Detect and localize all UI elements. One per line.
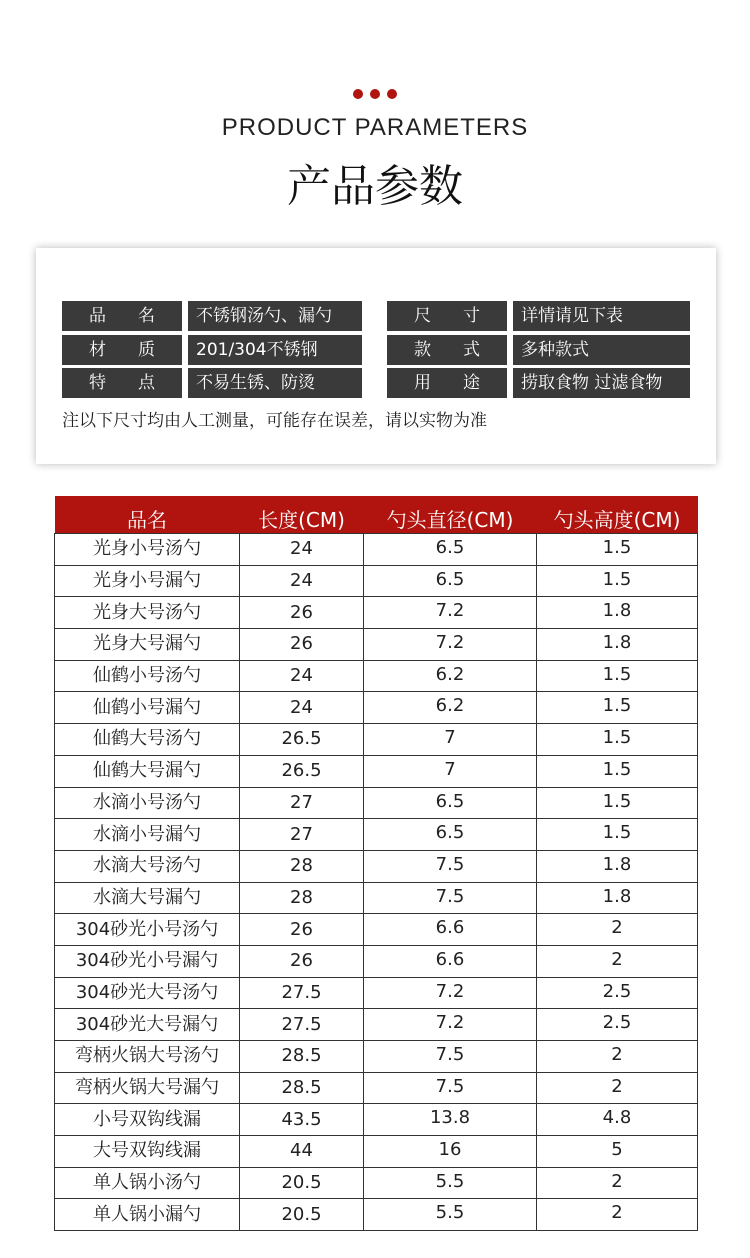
cell-height: 2 (537, 1072, 698, 1104)
table-row (55, 977, 698, 1009)
cell-diameter: 7.5 (364, 1041, 537, 1073)
cell-length: 27.5 (240, 1009, 364, 1041)
section-title-cn: 产品参数 (287, 161, 463, 212)
cell-length: 24 (240, 692, 364, 724)
cell-length: 27.5 (240, 977, 364, 1009)
cell-name: 弯柄火锅大号汤勺 (55, 1041, 240, 1073)
cell-height: 1.5 (537, 692, 698, 724)
cell-name: 水滴大号汤勺 (55, 850, 240, 882)
table-row (55, 850, 698, 882)
param-value: 201/304不锈钢 (188, 335, 362, 365)
dot-icon (370, 89, 380, 99)
cell-length: 27 (240, 787, 364, 819)
cell-name: 304砂光大号漏勺 (55, 1009, 240, 1041)
param-label: 品 名 (62, 301, 182, 331)
table-row (55, 914, 698, 946)
cell-name: 水滴大号漏勺 (55, 882, 240, 914)
cell-diameter: 7.2 (364, 1009, 537, 1041)
cell-name: 单人锅小漏勺 (55, 1199, 240, 1231)
cell-diameter: 7 (364, 724, 537, 756)
cell-height: 1.8 (537, 882, 698, 914)
cell-diameter: 6.6 (364, 914, 537, 946)
cell-length: 28.5 (240, 1072, 364, 1104)
table-row (55, 1041, 698, 1073)
cell-name: 光身大号汤勺 (55, 597, 240, 629)
table-row (55, 1009, 698, 1041)
dot-icon (353, 89, 363, 99)
cell-length: 27 (240, 819, 364, 851)
param-value: 详情请见下表 (513, 301, 690, 331)
param-label: 材 质 (62, 335, 182, 365)
table-row (55, 787, 698, 819)
cell-length: 28.5 (240, 1041, 364, 1073)
cell-length: 24 (240, 660, 364, 692)
cell-diameter: 7.5 (364, 882, 537, 914)
cell-diameter: 7 (364, 755, 537, 787)
table-row (55, 755, 698, 787)
cell-name: 小号双钩线漏 (55, 1104, 240, 1136)
cell-name: 光身大号漏勺 (55, 629, 240, 661)
cell-diameter: 6.2 (364, 692, 537, 724)
table-row (55, 1199, 698, 1231)
cell-length: 43.5 (240, 1104, 364, 1136)
param-label: 用 途 (387, 368, 507, 398)
table-row (55, 1167, 698, 1199)
cell-diameter: 7.2 (364, 629, 537, 661)
table-row (55, 1072, 698, 1104)
cell-length: 28 (240, 882, 364, 914)
table-row (55, 724, 698, 756)
cell-name: 弯柄火锅大号漏勺 (55, 1072, 240, 1104)
param-label: 特 点 (62, 368, 182, 398)
param-label: 款 式 (387, 335, 507, 365)
cell-length: 28 (240, 850, 364, 882)
size-table (54, 496, 698, 1231)
table-header-row (55, 496, 698, 534)
cell-name: 仙鹤大号汤勺 (55, 724, 240, 756)
cell-diameter: 6.5 (364, 787, 537, 819)
cell-height: 5 (537, 1136, 698, 1168)
header-name: 品名 (55, 496, 240, 534)
cell-diameter: 6.5 (364, 819, 537, 851)
cell-height: 2 (537, 945, 698, 977)
cell-height: 1.5 (537, 565, 698, 597)
cell-height: 1.8 (537, 850, 698, 882)
cell-name: 水滴小号汤勺 (55, 787, 240, 819)
cell-height: 4.8 (537, 1104, 698, 1136)
cell-height: 1.5 (537, 534, 698, 566)
table-row (55, 692, 698, 724)
cell-length: 26 (240, 945, 364, 977)
cell-height: 2 (537, 1199, 698, 1231)
cell-height: 1.5 (537, 819, 698, 851)
cell-diameter: 7.2 (364, 977, 537, 1009)
table-row (55, 629, 698, 661)
cell-height: 1.5 (537, 724, 698, 756)
cell-height: 2 (537, 914, 698, 946)
cell-diameter: 5.5 (364, 1199, 537, 1231)
param-value: 多种款式 (513, 335, 690, 365)
table-row (55, 565, 698, 597)
dot-icon (387, 89, 397, 99)
cell-length: 44 (240, 1136, 364, 1168)
cell-name: 304砂光小号汤勺 (55, 914, 240, 946)
cell-name: 单人锅小汤勺 (55, 1167, 240, 1199)
cell-name: 光身小号漏勺 (55, 565, 240, 597)
section-title-en: PRODUCT PARAMETERS (221, 114, 529, 141)
cell-name: 仙鹤小号汤勺 (55, 660, 240, 692)
cell-diameter: 6.2 (364, 660, 537, 692)
cell-length: 20.5 (240, 1167, 364, 1199)
cell-height: 1.8 (537, 597, 698, 629)
cell-diameter: 7.5 (364, 1072, 537, 1104)
param-value: 不易生锈、防烫 (188, 368, 362, 398)
product-params-card (36, 248, 716, 464)
cell-height: 1.5 (537, 787, 698, 819)
cell-name: 304砂光大号汤勺 (55, 977, 240, 1009)
cell-length: 24 (240, 565, 364, 597)
cell-height: 2 (537, 1167, 698, 1199)
table-row (55, 1104, 698, 1136)
header-length: 长度(CM) (240, 496, 364, 534)
param-label: 尺 寸 (387, 301, 507, 331)
cell-length: 26 (240, 629, 364, 661)
param-value: 捞取食物 过滤食物 (513, 368, 690, 398)
header-diameter: 勺头直径(CM) (364, 496, 537, 534)
cell-diameter: 16 (364, 1136, 537, 1168)
cell-height: 1.5 (537, 755, 698, 787)
param-row (62, 301, 690, 331)
cell-diameter: 7.2 (364, 597, 537, 629)
cell-name: 仙鹤大号漏勺 (55, 755, 240, 787)
cell-diameter: 6.5 (364, 534, 537, 566)
cell-height: 1.5 (537, 660, 698, 692)
cell-length: 26.5 (240, 724, 364, 756)
cell-length: 26.5 (240, 755, 364, 787)
table-row (55, 945, 698, 977)
cell-length: 24 (240, 534, 364, 566)
table-row (55, 534, 698, 566)
param-row (62, 335, 690, 365)
cell-name: 大号双钩线漏 (55, 1136, 240, 1168)
cell-diameter: 5.5 (364, 1167, 537, 1199)
cell-length: 26 (240, 914, 364, 946)
table-row (55, 597, 698, 629)
param-value: 不锈钢汤勺、漏勺 (188, 301, 362, 331)
cell-length: 20.5 (240, 1199, 364, 1231)
cell-name: 光身小号汤勺 (55, 534, 240, 566)
cell-height: 2.5 (537, 1009, 698, 1041)
table-row (55, 1136, 698, 1168)
cell-diameter: 7.5 (364, 850, 537, 882)
header-height: 勺头高度(CM) (537, 496, 698, 534)
cell-diameter: 6.6 (364, 945, 537, 977)
param-row (62, 368, 690, 398)
cell-name: 水滴小号漏勺 (55, 819, 240, 851)
cell-diameter: 6.5 (364, 565, 537, 597)
cell-name: 304砂光小号漏勺 (55, 945, 240, 977)
measurement-note: 注以下尺寸均由人工测量，可能存在误差，请以实物为准 (62, 411, 487, 431)
cell-length: 26 (240, 597, 364, 629)
cell-height: 1.8 (537, 629, 698, 661)
cell-name: 仙鹤小号漏勺 (55, 692, 240, 724)
table-row (55, 882, 698, 914)
cell-diameter: 13.8 (364, 1104, 537, 1136)
cell-height: 2.5 (537, 977, 698, 1009)
table-row (55, 660, 698, 692)
table-row (55, 819, 698, 851)
decorative-dots (0, 89, 750, 99)
cell-height: 2 (537, 1041, 698, 1073)
